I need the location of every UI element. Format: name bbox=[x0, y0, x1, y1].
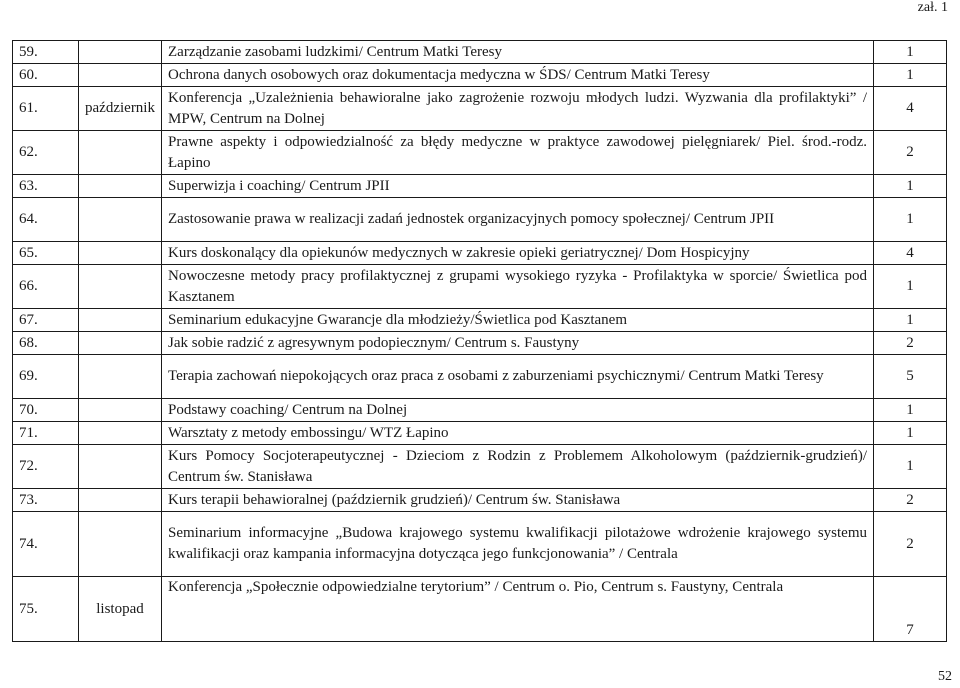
row-number: 72. bbox=[13, 445, 79, 489]
description-cell: Kurs Pomocy Socjoterapeutycznej - Dzieciom z Rodzin z Problemem Alkoholowym (październik-grudzień)/ Centrum św. Stanisława bbox=[162, 445, 874, 489]
month-cell bbox=[79, 309, 162, 332]
month-cell bbox=[79, 175, 162, 198]
table-row bbox=[13, 64, 947, 87]
table-row bbox=[13, 131, 947, 175]
month-cell bbox=[79, 265, 162, 309]
count-cell: 2 bbox=[874, 512, 947, 577]
count-cell: 1 bbox=[874, 198, 947, 242]
row-number: 62. bbox=[13, 131, 79, 175]
table-row bbox=[13, 87, 947, 131]
count-cell: 1 bbox=[874, 309, 947, 332]
count-cell: 1 bbox=[874, 445, 947, 489]
row-number: 65. bbox=[13, 242, 79, 265]
count-cell: 2 bbox=[874, 332, 947, 355]
count-cell: 1 bbox=[874, 265, 947, 309]
row-number: 75. bbox=[13, 577, 79, 642]
month-cell bbox=[79, 399, 162, 422]
row-number: 71. bbox=[13, 422, 79, 445]
table-row bbox=[13, 309, 947, 332]
table-row bbox=[13, 175, 947, 198]
table-row bbox=[13, 355, 947, 399]
description-cell: Jak sobie radzić z agresywnym podopiecznym/ Centrum s. Faustyny bbox=[162, 332, 874, 355]
row-number: 60. bbox=[13, 64, 79, 87]
row-number: 74. bbox=[13, 512, 79, 577]
month-cell bbox=[79, 242, 162, 265]
row-number: 67. bbox=[13, 309, 79, 332]
count-cell: 1 bbox=[874, 41, 947, 64]
table-row bbox=[13, 332, 947, 355]
month-cell bbox=[79, 64, 162, 87]
description-cell: Zarządzanie zasobami ludzkimi/ Centrum Matki Teresy bbox=[162, 41, 874, 64]
month-cell bbox=[79, 41, 162, 64]
description-cell: Ochrona danych osobowych oraz dokumentacja medyczna w ŚDS/ Centrum Matki Teresy bbox=[162, 64, 874, 87]
month-cell: listopad bbox=[79, 577, 162, 642]
month-cell bbox=[79, 198, 162, 242]
row-number: 66. bbox=[13, 265, 79, 309]
count-cell: 1 bbox=[874, 64, 947, 87]
description-cell: Kurs terapii behawioralnej (październik grudzień)/ Centrum św. Stanisława bbox=[162, 489, 874, 512]
count-cell: 5 bbox=[874, 355, 947, 399]
row-number: 59. bbox=[13, 41, 79, 64]
month-cell bbox=[79, 355, 162, 399]
description-cell: Konferencja „Społecznie odpowiedzialne terytorium” / Centrum o. Pio, Centrum s. Faustyny, Centrala bbox=[162, 577, 874, 642]
training-table bbox=[12, 40, 947, 642]
month-cell bbox=[79, 131, 162, 175]
month-cell: październik bbox=[79, 87, 162, 131]
table-row bbox=[13, 512, 947, 577]
description-cell: Nowoczesne metody pracy profilaktycznej z grupami wysokiego ryzyka - Profilaktyka w sporcie/ Świetlica pod Kasztanem bbox=[162, 265, 874, 309]
month-cell bbox=[79, 445, 162, 489]
page-number: 52 bbox=[938, 669, 952, 684]
attachment-label: zał. 1 bbox=[917, 0, 948, 15]
description-cell: Podstawy coaching/ Centrum na Dolnej bbox=[162, 399, 874, 422]
table-row bbox=[13, 41, 947, 64]
table-row bbox=[13, 489, 947, 512]
count-cell: 4 bbox=[874, 242, 947, 265]
table-row bbox=[13, 198, 947, 242]
description-cell: Konferencja „Uzależnienia behawioralne jako zagrożenie rozwoju młodych ludzi. Wyzwania dla profilaktyki” / MPW, Centrum na Dolnej bbox=[162, 87, 874, 131]
month-cell bbox=[79, 512, 162, 577]
count-cell: 1 bbox=[874, 399, 947, 422]
count-cell: 2 bbox=[874, 489, 947, 512]
count-cell: 1 bbox=[874, 175, 947, 198]
count-cell: 2 bbox=[874, 131, 947, 175]
description-cell: Seminarium informacyjne „Budowa krajowego systemu kwalifikacji pilotażowe wdrożenie krajowego systemu kwalifikacji oraz kampania informacyjna dotycząca jego funkcjonowania” / Centrala bbox=[162, 512, 874, 577]
description-cell: Superwizja i coaching/ Centrum JPII bbox=[162, 175, 874, 198]
description-cell: Zastosowanie prawa w realizacji zadań jednostek organizacyjnych pomocy społecznej/ Centrum JPII bbox=[162, 198, 874, 242]
month-cell bbox=[79, 422, 162, 445]
row-number: 68. bbox=[13, 332, 79, 355]
table-row bbox=[13, 399, 947, 422]
count-cell: 4 bbox=[874, 87, 947, 131]
month-cell bbox=[79, 489, 162, 512]
row-number: 63. bbox=[13, 175, 79, 198]
table-row bbox=[13, 242, 947, 265]
description-cell: Terapia zachowań niepokojących oraz praca z osobami z zaburzeniami psychicznymi/ Centrum Matki Teresy bbox=[162, 355, 874, 399]
table-row bbox=[13, 265, 947, 309]
count-cell: 7 bbox=[874, 577, 947, 642]
table-row bbox=[13, 577, 947, 642]
row-number: 70. bbox=[13, 399, 79, 422]
month-cell bbox=[79, 332, 162, 355]
row-number: 73. bbox=[13, 489, 79, 512]
description-cell: Warsztaty z metody embossingu/ WTZ Łapino bbox=[162, 422, 874, 445]
description-cell: Seminarium edukacyjne Gwarancje dla młodzieży/Świetlica pod Kasztanem bbox=[162, 309, 874, 332]
table-row bbox=[13, 445, 947, 489]
description-cell: Kurs doskonalący dla opiekunów medycznych w zakresie opieki geriatrycznej/ Dom Hospicyjny bbox=[162, 242, 874, 265]
description-cell: Prawne aspekty i odpowiedzialność za błędy medyczne w praktyce zawodowej pielęgniarek/ Piel. środ.-rodz. Łapino bbox=[162, 131, 874, 175]
table-row bbox=[13, 422, 947, 445]
row-number: 69. bbox=[13, 355, 79, 399]
row-number: 61. bbox=[13, 87, 79, 131]
count-cell: 1 bbox=[874, 422, 947, 445]
row-number: 64. bbox=[13, 198, 79, 242]
